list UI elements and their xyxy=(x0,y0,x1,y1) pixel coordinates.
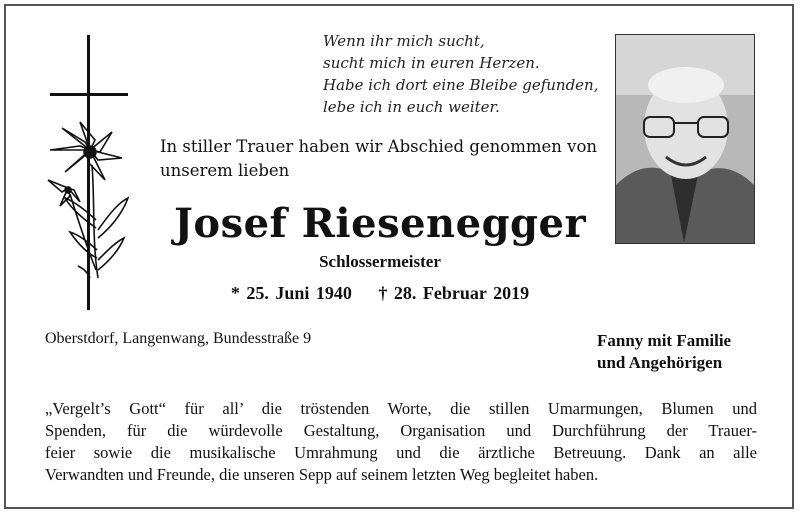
thanks-line: „Vergelt’s Gott“ für all’ die tröstenden Worte, die stillen Umarmungen, Blumen und xyxy=(45,399,757,418)
cross-icon-bar xyxy=(50,93,128,96)
thanks-line: Verwandten und Freunde, die unseren Sepp auf seinem letzten Weg begleitet haben. xyxy=(45,465,599,484)
death-date: † 28. Februar 2019 xyxy=(378,283,530,303)
intro-text: In stiller Trauer haben wir Abschied genommen von unserem lieben xyxy=(160,137,598,180)
thanks-line: Spenden, für die würdevolle Gestaltung, Organisation und Durchführung der Trauer- xyxy=(45,421,757,440)
thanks-paragraph xyxy=(45,398,757,486)
life-dates xyxy=(160,283,600,304)
poem-line: lebe ich in euch weiter. xyxy=(323,98,500,116)
family-signature xyxy=(597,330,731,374)
thanks-line: feier sowie die musikalische Umrahmung und die ärztliche Betreuung. Dank an alle xyxy=(45,443,757,462)
profession: Schlossermeister xyxy=(319,252,441,271)
edelweiss-icon xyxy=(40,110,140,285)
poem-line: sucht mich in euren Herzen. xyxy=(323,54,540,72)
poem-line: Wenn ihr mich sucht, xyxy=(323,32,485,50)
poem xyxy=(323,30,598,118)
address: Oberstdorf, Langenwang, Bundesstraße 9 xyxy=(45,330,312,347)
deceased-name: Josef Riesenegger xyxy=(173,200,587,247)
poem-line: Habe ich dort eine Bleibe gefunden, xyxy=(323,76,599,94)
birth-date: * 25. Juni 1940 xyxy=(230,283,352,303)
family-line: Fanny mit Familie xyxy=(597,331,732,350)
portrait-photo xyxy=(615,34,755,244)
family-line: und Angehörigen xyxy=(597,353,723,372)
